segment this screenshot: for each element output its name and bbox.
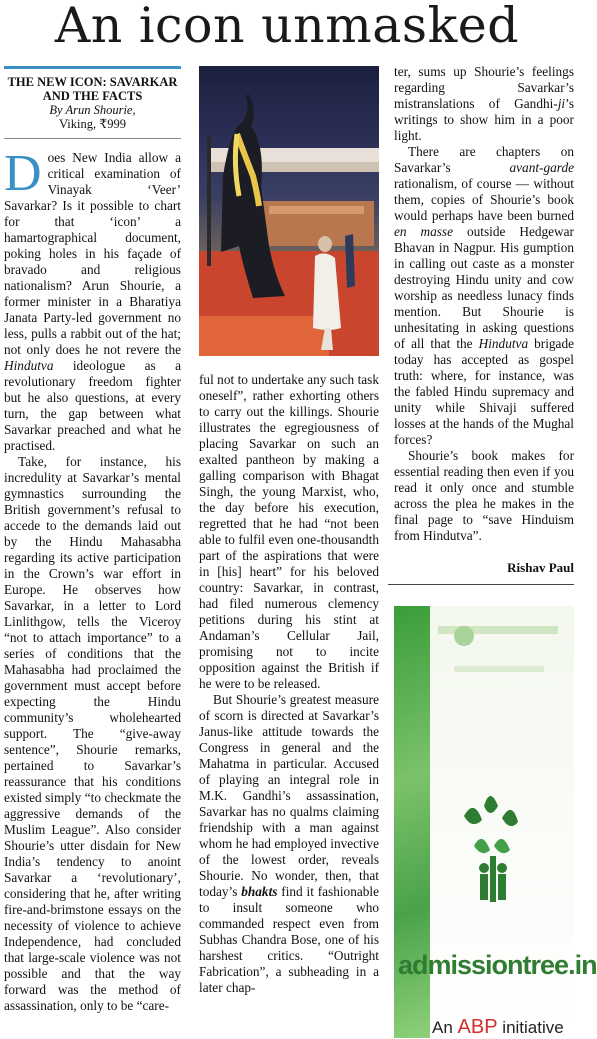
article-column-1 (4, 145, 181, 1014)
ad-tag-text: initiative (497, 1018, 564, 1037)
paragraph (4, 145, 181, 454)
italic-text: ji (557, 96, 566, 111)
ad-brand-name: admissiontree.in (398, 950, 597, 980)
abp-logo-text: ABP (457, 1016, 498, 1038)
article-column-2 (199, 372, 379, 996)
paragraph-text: ideologue as a revolutionary freedom fighter but he also questions, at every turn, the gap between what Savarkar preached and what he practised. (4, 358, 181, 453)
paragraph-text: ’s writings to show him in a poor light. (394, 96, 574, 143)
reviewer-byline: Rishav Paul (507, 560, 574, 575)
italic-text: Hindutva (4, 358, 54, 373)
ad-panel (394, 606, 597, 1038)
paragraph-text: outside Hedgewar Bhavan in Nagpur. His gumption in calling out caste as a monster destroying Hindu unity and cow worship as needless lunacy finds mention. But Shourie is unhesitating in asking questions of all that the (394, 224, 574, 351)
book-publisher: Viking, ₹999 (59, 117, 126, 131)
book-title: THE NEW ICON: SAVARKAR AND THE FACTS (7, 75, 178, 103)
italic-text: en masse (394, 224, 454, 239)
paragraph-text: ter, sums up Shourie’s feelings regarding Savarkar’s mistranslations of Gandhi- (394, 64, 574, 111)
ad-tag-text: An (432, 1018, 458, 1037)
paragraph (199, 692, 379, 996)
italic-text: bhakts (241, 884, 278, 899)
tree-leaf-icon (484, 796, 498, 813)
headline: An icon unmasked (54, 0, 520, 54)
dropcap: D (4, 145, 42, 202)
paragraph-text: There are chapters on Savarkar’s (394, 144, 574, 175)
paragraph-text: find it fashionable to insult someone who commanded respect even from Subhas Chandra Bose, one of his harshest critics. “Outright Fabrication”, a subheading in a later chap- (199, 884, 380, 995)
paragraph (394, 144, 574, 448)
paragraph-text: brigade today has accepted as gospel truth: where, for instance, was the fabled Hindu supremacy and unity while Shivaji suffered losses at the hands of the Mughal forces? (394, 336, 574, 447)
advertisement[interactable] (388, 596, 597, 1038)
paragraph: Take, for instance, his incredulity at Savarkar’s mental gymnastics surrounding the British government’s refusal to accede to the demands laid out by the Hindu Mahasabha regarding its active participation in the Crown’s war effort in Europe. He observes how Savarkar, in a letter to Lord Linlithgow, tells the Viceroy “not to attach importance” to a series of conditions that the Mahasabha had proclaimed the government must accept before expecting the Hindu community’s wholehearted support. The “give-away sentence”, Shourie remarks, pertained to Savarkar’s reassurance that his conditions existed simply “to checkmate the aggressive demands of the Muslim League”. Also consider Shourie’s utter disdain for New India’s tendency to anoint Savarkar a ‘revolutionary’, considering that he, after writing fire-and-brimstone essays on the necessity of violence to achieve Independence, had concluded that large-scale violence was not possible and that the way forward was the method of assassination, only to be “care- (4, 454, 181, 1013)
italic-text: Hindutva (478, 336, 529, 351)
section-divider (388, 584, 574, 585)
statue-garland-photo (199, 66, 379, 356)
italic-text: avant-garde (509, 160, 574, 175)
paragraph-text: rationalism, of course — without them, copies of Shourie’s book would perhaps have been burned (394, 176, 574, 223)
paragraph: Shourie’s book makes for essential reading then even if you read it only once and stumble across the plea he makes in the final page to “save Hinduism from Hindutva”. (394, 448, 574, 543)
book-author: By Arun Shourie, (49, 103, 136, 117)
book-box-rule (4, 138, 181, 139)
paragraph-text: oes New India allow a critical examination of Vinayak ‘Veer’ Savarkar? Is it possible to chart for that ‘icon’ a hamartographical document, poking holes in his façade of bravado and religious nationalism? Arun Shourie, a former minister in a Bharatiya Janata Party-led government no less, pulls a rabbit out of the hat; not only does he not revere the (4, 150, 181, 357)
paragraph (394, 64, 574, 144)
article-photo (199, 66, 379, 356)
paragraph-text: But Shourie’s greatest measure of scorn is directed at Savarkar’s Janus-like attitude towards the Congress in general and the Mahatma in particular. Accused of playing an integral role in M.K. Gandhi’s assassination, Savarkar has no qualms claiming friendship with a man against whom he had employed invective of the lowest order, reveals Shourie. No wonder, then, that today’s (199, 692, 379, 899)
paragraph: ful not to undertake any such task oneself”, rather exhorting others to carry out the killings. Shourie illustrates the egregiousness of placing Savarkar on such an exalted pantheon by making a galling comparison with Bhagat Singh, the young Marxist, who, the day before his execution, regretted that he had “not been able to fulfil even one-thousandth part of the aspirations that were in [his] heart” for his beloved country: Savarkar, in contrast, had filed numerous clemency petitions during his stint at Andaman’s Cellular Jail, promising not to incite opposition against the British if he were to be released. (199, 372, 379, 691)
article-column-3 (394, 64, 574, 544)
person-icon (479, 863, 489, 873)
ad-tagline (432, 1016, 574, 1039)
book-info-box (4, 66, 181, 131)
